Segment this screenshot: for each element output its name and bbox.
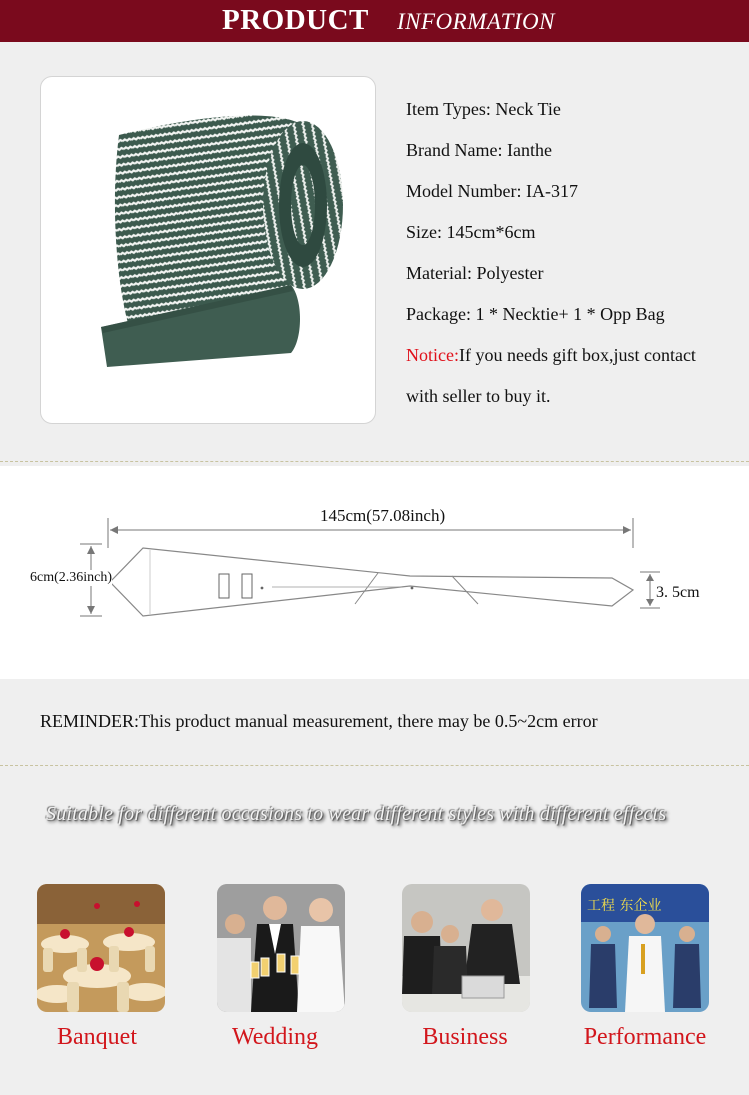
length-label: 145cm(57.08inch) xyxy=(320,506,446,525)
occasion-label-banquet: Banquet xyxy=(57,1024,137,1050)
tip-width-label: 3. 5cm xyxy=(656,584,700,601)
spec-list xyxy=(406,96,696,424)
header-banner xyxy=(0,0,749,42)
occasion-image-banquet xyxy=(37,884,165,1012)
occasion-label-business: Business xyxy=(422,1024,508,1050)
tie-dimension-diagram xyxy=(0,466,749,679)
occasions-heading: Suitable for different occasions to wear different styles with different effects xyxy=(46,803,667,825)
product-image-frame xyxy=(40,76,376,424)
spec-item-type: Item Types: Neck Tie xyxy=(406,99,561,119)
occasion-image-wedding xyxy=(217,884,345,1012)
occasion-image-performance xyxy=(581,884,709,1012)
performance-sign-text: 工程 东企业 xyxy=(587,898,662,914)
occasion-label-performance: Performance xyxy=(583,1024,707,1050)
spec-notice xyxy=(406,342,696,383)
spec-size: Size: 145cm*6cm xyxy=(406,222,536,242)
spec-material: Material: Polyester xyxy=(406,263,544,283)
occasion-label-wedding: Wedding xyxy=(231,1024,319,1050)
divider-dashed xyxy=(0,461,749,462)
width-label: 6cm(2.36inch) xyxy=(30,570,113,585)
reminder-text: REMINDER:This product manual measurement, there may be 0.5~2cm error xyxy=(40,711,598,731)
spec-model-number: Model Number: IA-317 xyxy=(406,181,578,201)
measurement-section xyxy=(0,466,749,679)
header-title-bold: PRODUCT xyxy=(222,4,369,36)
spec-notice-continued: with seller to buy it. xyxy=(406,386,551,406)
header-title-italic: INFORMATION xyxy=(397,9,555,34)
divider-dashed-2 xyxy=(0,765,749,766)
necktie-photo xyxy=(41,77,377,425)
notice-text: If you needs gift box,just contact xyxy=(458,345,696,365)
spec-brand-name: Brand Name: Ianthe xyxy=(406,140,552,160)
notice-label: Notice: xyxy=(406,345,459,365)
occasion-image-business xyxy=(402,884,530,1012)
spec-package: Package: 1 * Necktie+ 1 * Opp Bag xyxy=(406,304,665,324)
